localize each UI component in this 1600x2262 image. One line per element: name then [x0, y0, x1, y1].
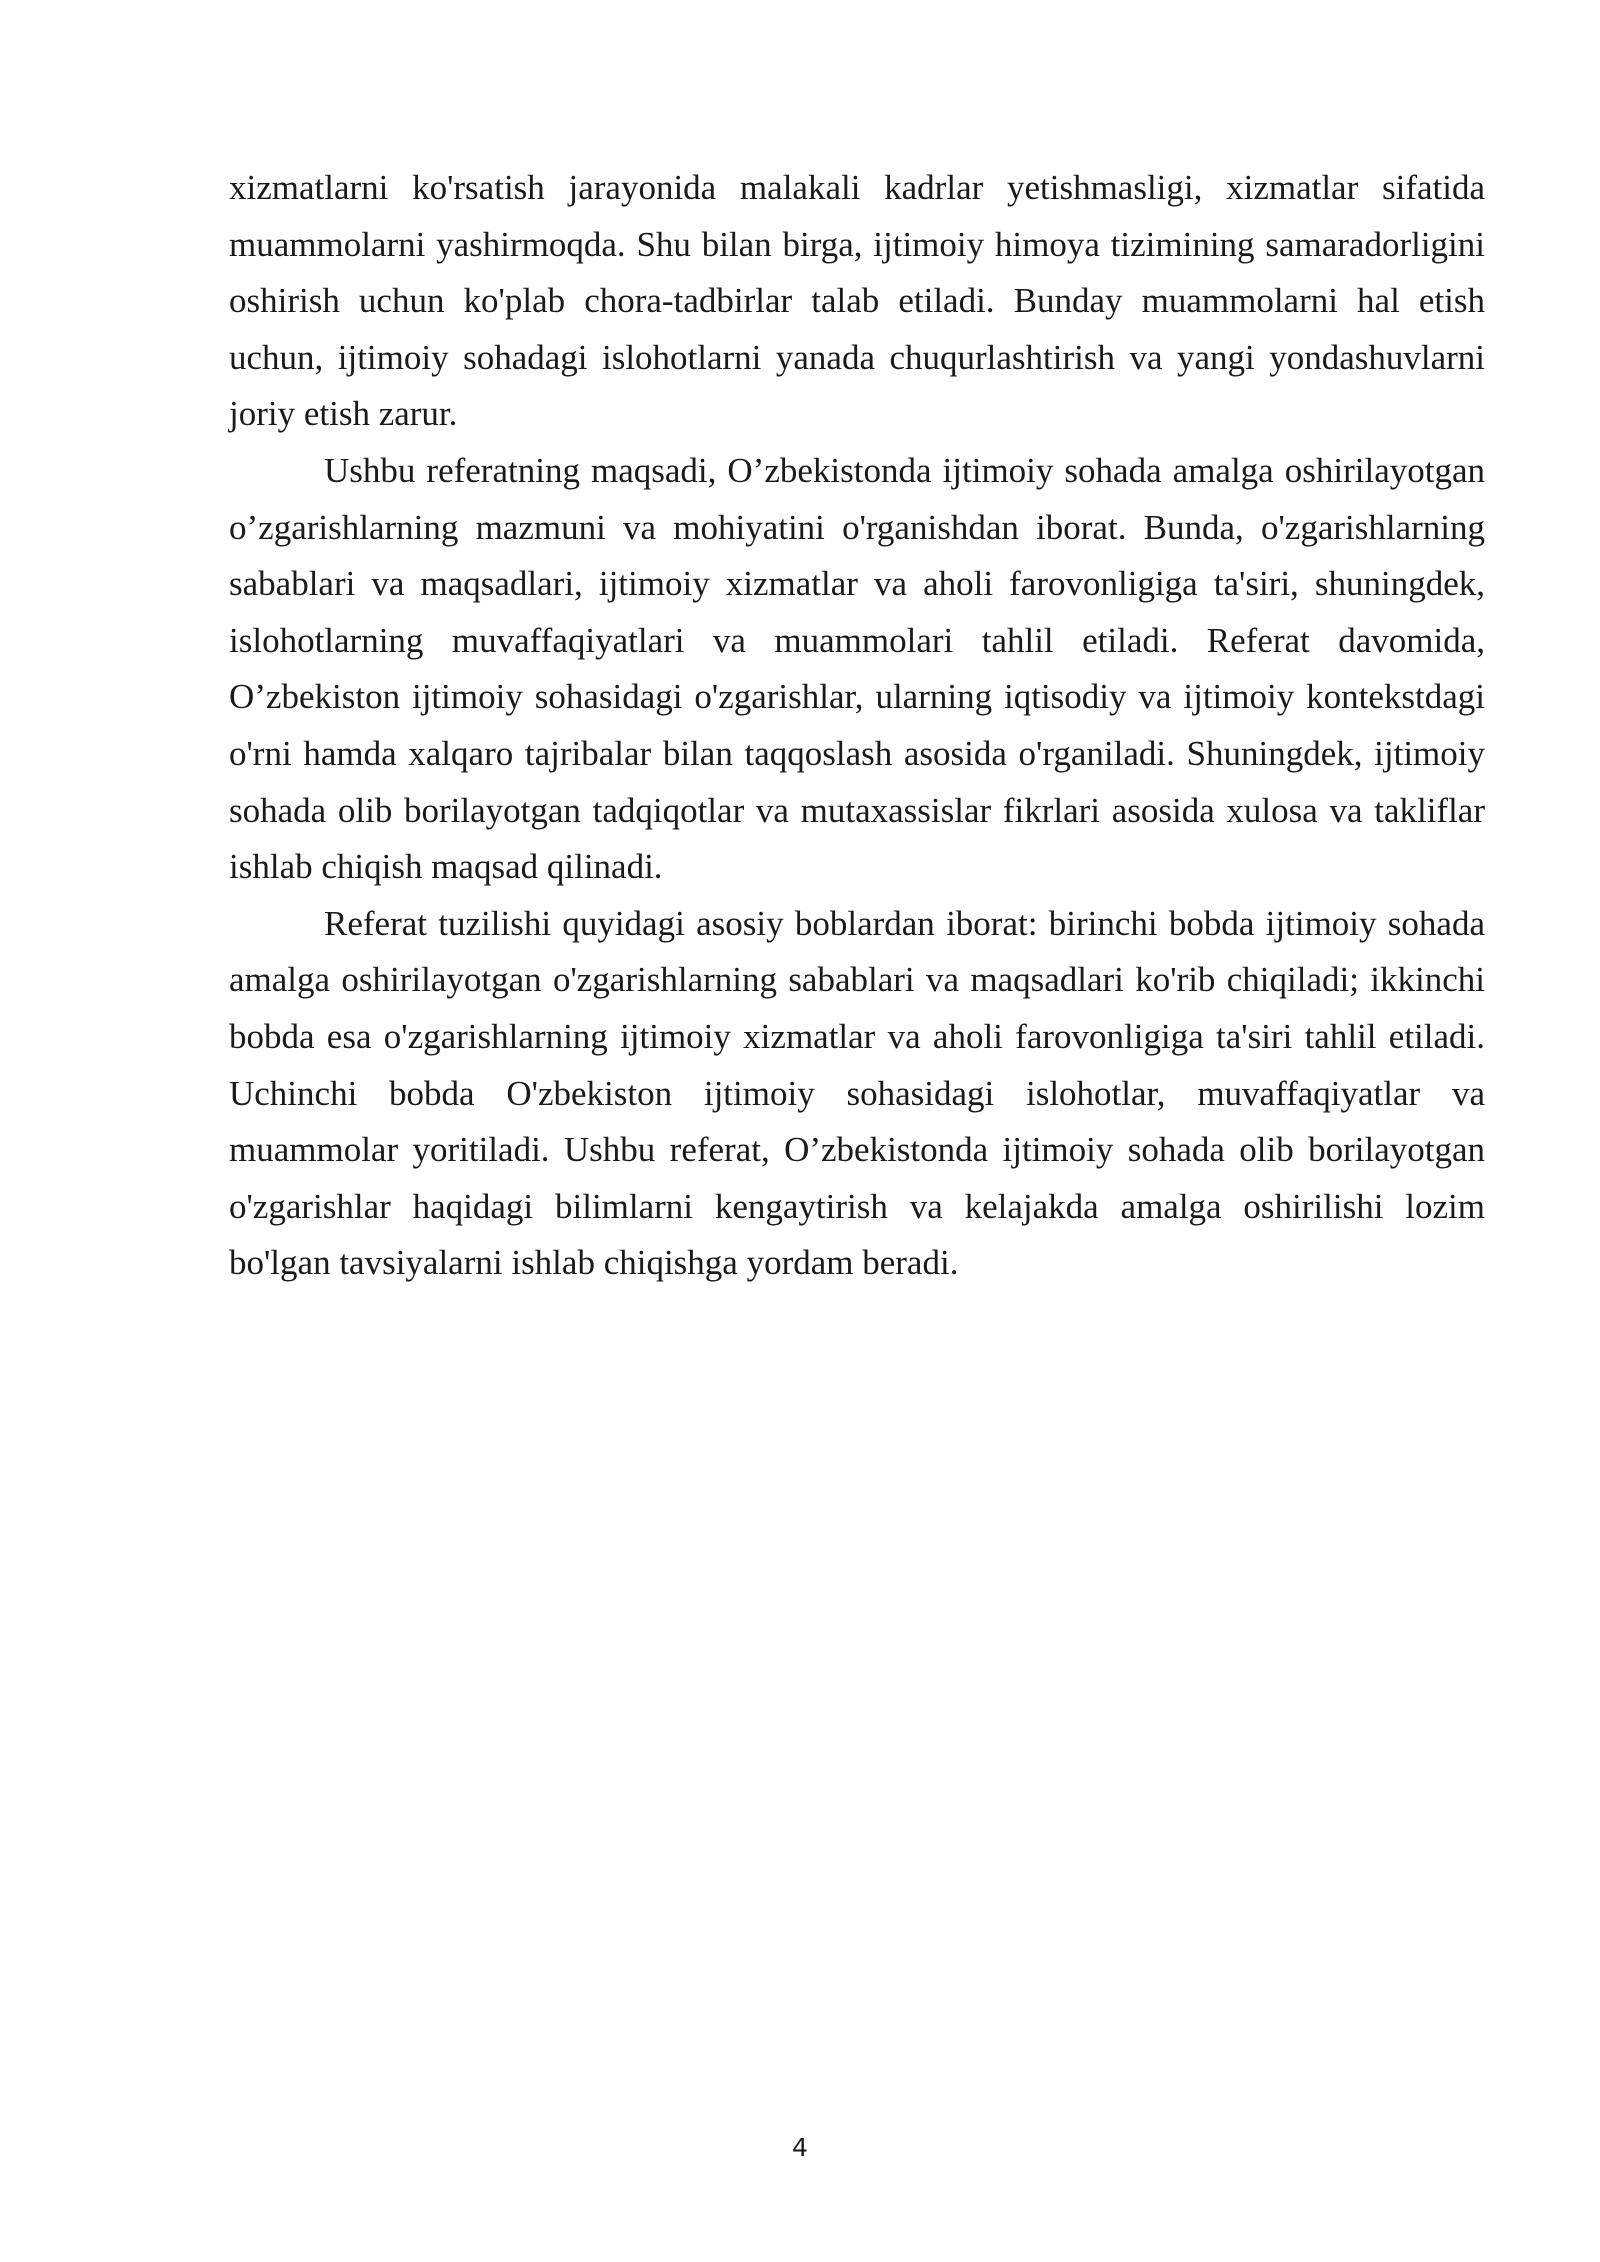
paragraph-purpose: Ushbu referatning maqsadi, O’zbekistonda ijtimoiy sohada amalga oshirilayotgan o’zgarishlarning mazmuni va mohiyatini o'rganishdan iborat. Bunda, o'zgarishlarning sabablari va maqsadlari, ijtimoiy xizmatlar va aholi farovonligiga ta'siri, shuningdek, islohotlarning muvaffaqiyatlari va muammolari tahlil etiladi. Referat davomida, O’zbekiston ijtimoiy sohasidagi o'zgarishlar, ularning iqtisodiy va ijtimoiy kontekstdagi o'rni hamda xalqaro tajribalar bilan taqqoslash asosida o'rganiladi. Shuningdek, ijtimoiy sohada olib borilayotgan tadqiqotlar va mutaxassislar fikrlari asosida xulosa va takliflar ishlab chiqish maqsad qilinadi. — [229, 450, 1485, 887]
paragraph-continuation: xizmatlarni ko'rsatish jarayonida malakali kadrlar yetishmasligi, xizmatlar sifatida muammolarni yashirmoqda. Shu bilan birga, ijtimoiy himoya tizimining samaradorligini oshirish uchun ko'plab chora-tadbirlar talab etiladi. Bunday muammolarni hal etish uchun, ijtimoiy sohadagi islohotlarni yanada chuqurlashtirish va yangi yondashuvlarni joriy etish zarur. — [229, 168, 1485, 434]
page-number: 4 — [792, 2133, 808, 2162]
body-text — [229, 160, 1485, 1292]
paragraph-structure: Referat tuzilishi quyidagi asosiy boblardan iborat: birinchi bobda ijtimoiy sohada amalga oshirilayotgan o'zgarishlarning sabablari va maqsadlari ko'rib chiqiladi; ikkinchi bobda esa o'zgarishlarning ijtimoiy xizmatlar va aholi farovonligiga ta'siri tahlil etiladi. Uchinchi bobda O'zbekiston ijtimoiy sohasidagi islohotlar, muvaffaqiyatlar va muammolar yoritiladi. Ushbu referat, O’zbekistonda ijtimoiy sohada olib borilayotgan o'zgarishlar haqidagi bilimlarni kengaytirish va kelajakda amalga oshirilishi lozim bo'lgan tavsiyalarni ishlab chiqishga yordam beradi. — [229, 903, 1485, 1283]
